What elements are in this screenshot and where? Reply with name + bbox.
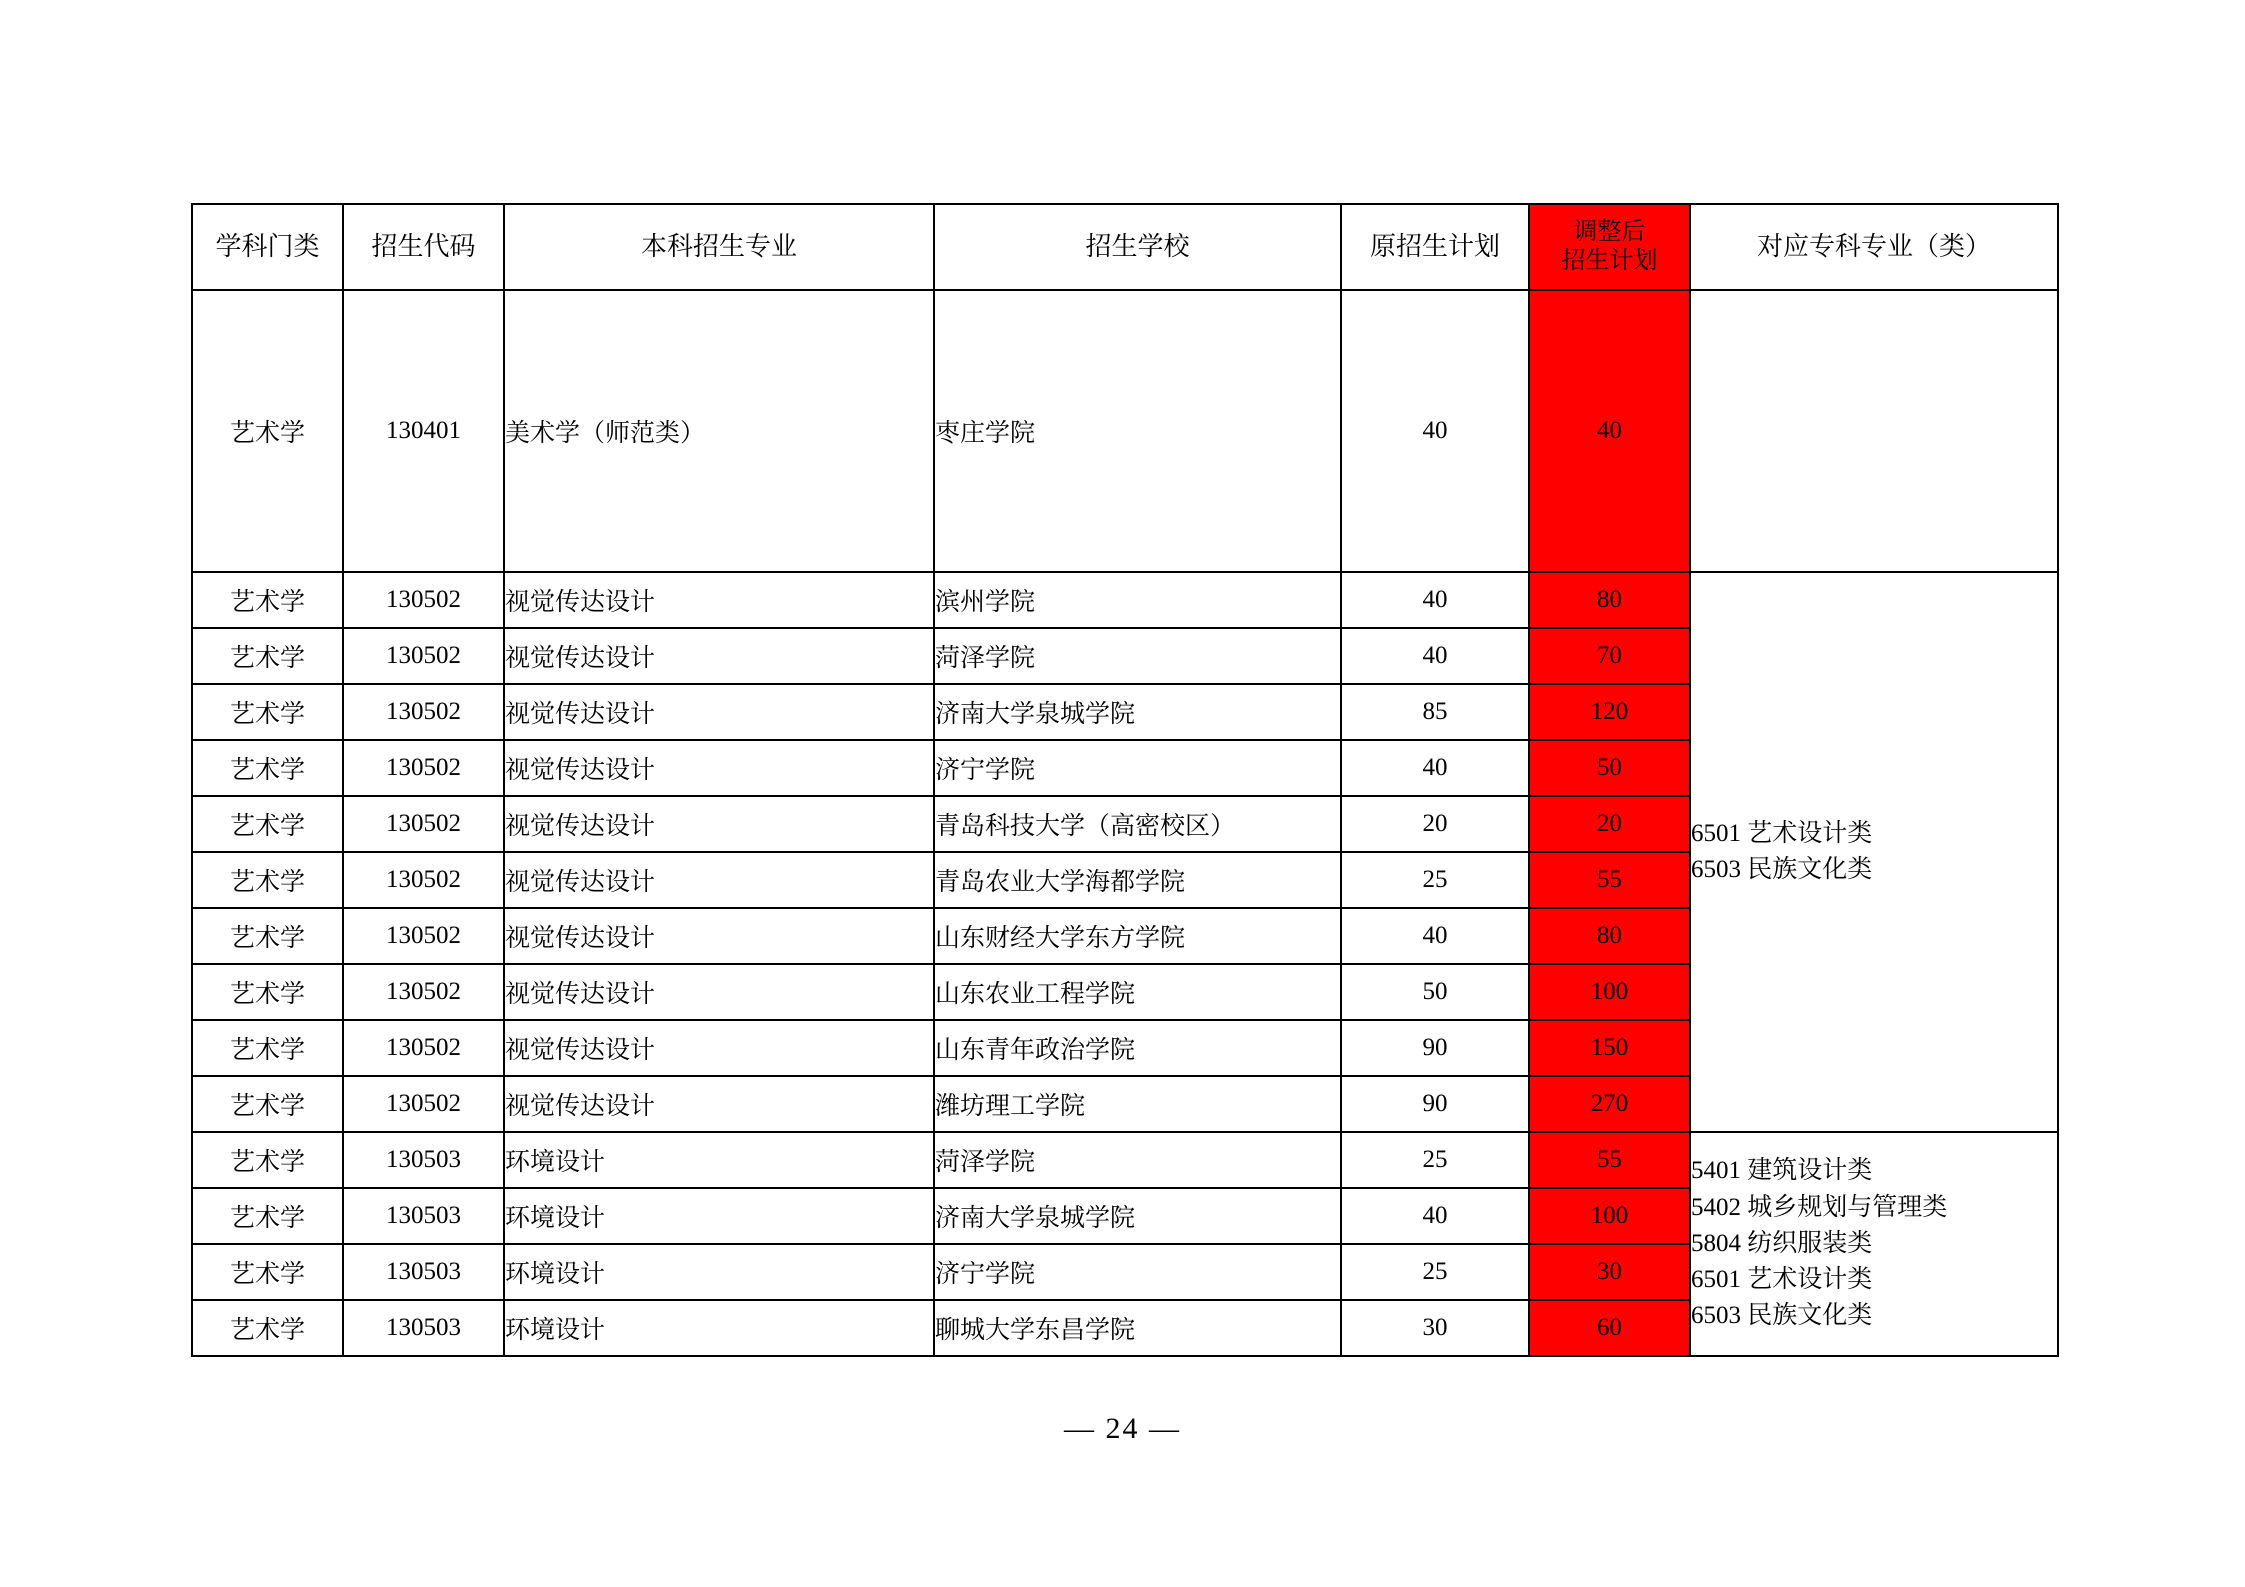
cell-original-plan: 25 bbox=[1341, 852, 1529, 908]
specialty-line: 5401 建筑设计类 bbox=[1691, 1157, 1873, 1185]
cell-discipline: 艺术学 bbox=[192, 1020, 343, 1076]
cell-code: 130401 bbox=[343, 290, 504, 572]
cell-specialty-group-environment bbox=[1690, 1132, 2058, 1356]
cell-adjusted-plan: 55 bbox=[1529, 852, 1690, 908]
cell-specialty-empty bbox=[1690, 290, 2058, 572]
cell-adjusted-plan: 20 bbox=[1529, 796, 1690, 852]
cell-major: 视觉传达设计 bbox=[504, 1020, 934, 1076]
cell-major: 视觉传达设计 bbox=[504, 852, 934, 908]
cell-original-plan: 50 bbox=[1341, 964, 1529, 1020]
cell-major: 视觉传达设计 bbox=[504, 572, 934, 628]
cell-school: 济南大学泉城学院 bbox=[934, 1188, 1341, 1244]
cell-school: 济宁学院 bbox=[934, 740, 1341, 796]
cell-original-plan: 90 bbox=[1341, 1020, 1529, 1076]
cell-adjusted-plan: 55 bbox=[1529, 1132, 1690, 1188]
cell-major: 视觉传达设计 bbox=[504, 740, 934, 796]
cell-original-plan: 40 bbox=[1341, 290, 1529, 572]
cell-major: 视觉传达设计 bbox=[504, 1076, 934, 1132]
cell-code: 130502 bbox=[343, 852, 504, 908]
specialty-line: 5402 城乡规划与管理类 bbox=[1691, 1193, 1948, 1221]
header-adjusted-plan-line1: 调整后 bbox=[1573, 219, 1646, 246]
page-number: — 24 — bbox=[1064, 1412, 1181, 1445]
cell-discipline: 艺术学 bbox=[192, 740, 343, 796]
cell-adjusted-plan: 120 bbox=[1529, 684, 1690, 740]
cell-original-plan: 25 bbox=[1341, 1244, 1529, 1300]
cell-discipline: 艺术学 bbox=[192, 1300, 343, 1356]
cell-adjusted-plan: 150 bbox=[1529, 1020, 1690, 1076]
cell-code: 130502 bbox=[343, 684, 504, 740]
header-original-plan: 原招生计划 bbox=[1341, 204, 1529, 290]
cell-major: 视觉传达设计 bbox=[504, 964, 934, 1020]
cell-code: 130503 bbox=[343, 1188, 504, 1244]
cell-major: 视觉传达设计 bbox=[504, 684, 934, 740]
cell-original-plan: 30 bbox=[1341, 1300, 1529, 1356]
cell-school: 潍坊理工学院 bbox=[934, 1076, 1341, 1132]
cell-adjusted-plan: 40 bbox=[1529, 290, 1690, 572]
cell-adjusted-plan: 100 bbox=[1529, 1188, 1690, 1244]
cell-discipline: 艺术学 bbox=[192, 908, 343, 964]
cell-original-plan: 40 bbox=[1341, 628, 1529, 684]
cell-discipline: 艺术学 bbox=[192, 964, 343, 1020]
cell-code: 130502 bbox=[343, 740, 504, 796]
header-discipline: 学科门类 bbox=[192, 204, 343, 290]
cell-discipline: 艺术学 bbox=[192, 290, 343, 572]
table-row bbox=[192, 572, 2058, 628]
cell-major: 美术学（师范类） bbox=[504, 290, 934, 572]
cell-school: 山东青年政治学院 bbox=[934, 1020, 1341, 1076]
cell-adjusted-plan: 80 bbox=[1529, 908, 1690, 964]
cell-adjusted-plan: 100 bbox=[1529, 964, 1690, 1020]
specialty-line: 5804 纺织服装类 bbox=[1691, 1229, 1873, 1257]
cell-code: 130502 bbox=[343, 628, 504, 684]
specialty-line: 6501 艺术设计类 bbox=[1691, 1266, 1873, 1294]
table-header bbox=[192, 204, 2058, 290]
cell-school: 济宁学院 bbox=[934, 1244, 1341, 1300]
cell-original-plan: 25 bbox=[1341, 1132, 1529, 1188]
cell-major: 环境设计 bbox=[504, 1132, 934, 1188]
cell-school: 枣庄学院 bbox=[934, 290, 1341, 572]
cell-school: 滨州学院 bbox=[934, 572, 1341, 628]
cell-discipline: 艺术学 bbox=[192, 1188, 343, 1244]
specialty-line: 6501 艺术设计类 bbox=[1691, 819, 1873, 847]
cell-discipline: 艺术学 bbox=[192, 796, 343, 852]
cell-discipline: 艺术学 bbox=[192, 1244, 343, 1300]
cell-discipline: 艺术学 bbox=[192, 628, 343, 684]
cell-discipline: 艺术学 bbox=[192, 1132, 343, 1188]
cell-original-plan: 40 bbox=[1341, 572, 1529, 628]
cell-code: 130502 bbox=[343, 1020, 504, 1076]
cell-school: 菏泽学院 bbox=[934, 1132, 1341, 1188]
cell-specialty-group-visual bbox=[1690, 572, 2058, 1132]
header-specialty: 对应专科专业（类） bbox=[1690, 204, 2058, 290]
table-header-row bbox=[192, 204, 2058, 290]
cell-discipline: 艺术学 bbox=[192, 1076, 343, 1132]
cell-original-plan: 85 bbox=[1341, 684, 1529, 740]
cell-school: 聊城大学东昌学院 bbox=[934, 1300, 1341, 1356]
cell-adjusted-plan: 70 bbox=[1529, 628, 1690, 684]
cell-major: 视觉传达设计 bbox=[504, 796, 934, 852]
cell-discipline: 艺术学 bbox=[192, 572, 343, 628]
cell-adjusted-plan: 270 bbox=[1529, 1076, 1690, 1132]
header-adjusted-plan bbox=[1529, 204, 1690, 290]
cell-code: 130502 bbox=[343, 572, 504, 628]
cell-major: 环境设计 bbox=[504, 1244, 934, 1300]
cell-adjusted-plan: 60 bbox=[1529, 1300, 1690, 1356]
cell-code: 130503 bbox=[343, 1300, 504, 1356]
cell-original-plan: 90 bbox=[1341, 1076, 1529, 1132]
header-school: 招生学校 bbox=[934, 204, 1341, 290]
cell-major: 环境设计 bbox=[504, 1188, 934, 1244]
cell-major: 环境设计 bbox=[504, 1300, 934, 1356]
cell-school: 济南大学泉城学院 bbox=[934, 684, 1341, 740]
cell-code: 130502 bbox=[343, 964, 504, 1020]
header-major: 本科招生专业 bbox=[504, 204, 934, 290]
enrollment-plan-table-wrapper bbox=[191, 203, 2057, 1357]
cell-original-plan: 40 bbox=[1341, 740, 1529, 796]
specialty-line: 6503 民族文化类 bbox=[1691, 1302, 1873, 1330]
enrollment-plan-table bbox=[191, 203, 2059, 1357]
cell-major: 视觉传达设计 bbox=[504, 908, 934, 964]
header-adjusted-plan-line2: 招生计划 bbox=[1561, 248, 1658, 274]
cell-original-plan: 40 bbox=[1341, 908, 1529, 964]
table-row bbox=[192, 1132, 2058, 1188]
cell-adjusted-plan: 30 bbox=[1529, 1244, 1690, 1300]
cell-code: 130502 bbox=[343, 796, 504, 852]
cell-school: 青岛农业大学海都学院 bbox=[934, 852, 1341, 908]
cell-discipline: 艺术学 bbox=[192, 852, 343, 908]
cell-school: 青岛科技大学（高密校区） bbox=[934, 796, 1341, 852]
table-body bbox=[192, 290, 2058, 1356]
cell-adjusted-plan: 80 bbox=[1529, 572, 1690, 628]
cell-code: 130502 bbox=[343, 908, 504, 964]
cell-code: 130503 bbox=[343, 1244, 504, 1300]
cell-discipline: 艺术学 bbox=[192, 684, 343, 740]
cell-major: 视觉传达设计 bbox=[504, 628, 934, 684]
cell-adjusted-plan: 50 bbox=[1529, 740, 1690, 796]
specialty-line: 6503 民族文化类 bbox=[1691, 856, 1873, 883]
cell-original-plan: 20 bbox=[1341, 796, 1529, 852]
cell-school: 菏泽学院 bbox=[934, 628, 1341, 684]
cell-code: 130503 bbox=[343, 1132, 504, 1188]
cell-school: 山东财经大学东方学院 bbox=[934, 908, 1341, 964]
header-code: 招生代码 bbox=[343, 204, 504, 290]
cell-code: 130502 bbox=[343, 1076, 504, 1132]
table-row bbox=[192, 290, 2058, 572]
cell-original-plan: 40 bbox=[1341, 1188, 1529, 1244]
cell-school: 山东农业工程学院 bbox=[934, 964, 1341, 1020]
